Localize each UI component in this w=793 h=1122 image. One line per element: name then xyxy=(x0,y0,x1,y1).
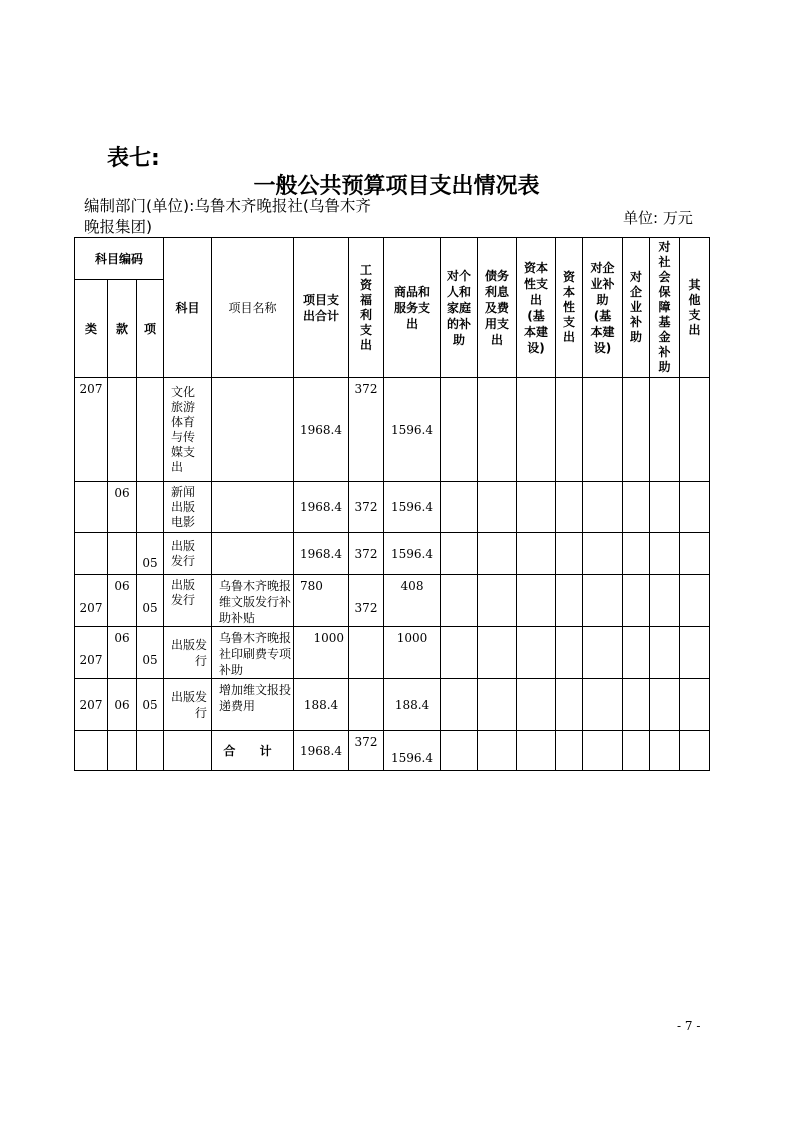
cell-goods: 1000 xyxy=(384,627,441,679)
table-row xyxy=(75,575,710,627)
cell-goods: 408 xyxy=(384,575,441,627)
cell-xiang xyxy=(137,378,164,482)
cell-project-name xyxy=(212,378,294,482)
cell-xiang xyxy=(137,482,164,533)
cell-subject: 文化旅游体育与传媒支出 xyxy=(164,378,212,482)
header-enterprise: 对企业补助 xyxy=(623,238,650,378)
cell-goods: 1596.4 xyxy=(384,378,441,482)
cell-project-name: 乌鲁木齐晚报维文版发行补助补贴 xyxy=(212,575,294,627)
total-goods: 1596.4 xyxy=(384,731,441,771)
total-label: 合 计 xyxy=(212,731,294,771)
department-label: 编制部门(单位):乌鲁木齐晚报社(乌鲁木齐晚报集团) xyxy=(84,197,371,236)
cell-xiang: 05 xyxy=(137,533,164,575)
cell-goods: 188.4 xyxy=(384,679,441,731)
cell-kuan xyxy=(108,533,137,575)
header-subject-code: 科目编码 xyxy=(75,238,164,280)
cell-total: 1000 xyxy=(294,627,349,679)
table-row xyxy=(75,679,710,731)
cell-kuan xyxy=(108,378,137,482)
cell-total: 1968.4 xyxy=(294,482,349,533)
cell-wages: 372 xyxy=(349,533,384,575)
cell-project-name xyxy=(212,482,294,533)
header-other: 其他支出 xyxy=(680,238,710,378)
cell-kuan: 06 xyxy=(108,482,137,533)
total-wages: 372 xyxy=(349,731,384,771)
cell-subject: 出版发行 xyxy=(164,575,212,627)
header-xiang: 项 xyxy=(137,280,164,378)
header-social-security: 对社会保障基金补助 xyxy=(650,238,680,378)
cell-total: 188.4 xyxy=(294,679,349,731)
table-label: 表七: xyxy=(107,146,160,171)
cell-total: 1968.4 xyxy=(294,533,349,575)
cell-capital xyxy=(556,378,583,482)
cell-debt xyxy=(478,378,517,482)
cell-enterprise-infra xyxy=(583,378,623,482)
cell-wages xyxy=(349,627,384,679)
cell-wages: 372 xyxy=(349,575,384,627)
cell-xiang: 05 xyxy=(137,575,164,627)
header-debt: 债务利息及费用支出 xyxy=(478,238,517,378)
cell-goods: 1596.4 xyxy=(384,533,441,575)
cell-subject: 出版发行 xyxy=(164,679,212,731)
header-subject: 科目 xyxy=(164,238,212,378)
header-lei: 类 xyxy=(75,280,108,378)
header-wages: 工资福利支出 xyxy=(349,238,384,378)
cell-subject: 新闻出版电影 xyxy=(164,482,212,533)
cell-xiang: 05 xyxy=(137,679,164,731)
cell-lei: 207 xyxy=(75,679,108,731)
cell-kuan: 06 xyxy=(108,575,137,627)
cell-other xyxy=(680,378,710,482)
cell-wages xyxy=(349,679,384,731)
table-row xyxy=(75,627,710,679)
cell-lei xyxy=(75,533,108,575)
cell-enterprise xyxy=(623,378,650,482)
cell-lei: 207 xyxy=(75,378,108,482)
cell-subject: 出版发行 xyxy=(164,533,212,575)
total-project: 1968.4 xyxy=(294,731,349,771)
cell-project-name xyxy=(212,533,294,575)
cell-project-name: 增加维文报投递费用 xyxy=(212,679,294,731)
header-project-total: 项目支出合计 xyxy=(294,238,349,378)
header-enterprise-infra: 对企业补助(基本建设) xyxy=(583,238,623,378)
cell-project-name: 乌鲁木齐晚报社印刷费专项补助 xyxy=(212,627,294,679)
cell-subject: 出版发行 xyxy=(164,627,212,679)
budget-table xyxy=(74,237,710,771)
cell-wages: 372 xyxy=(349,378,384,482)
table-row xyxy=(75,482,710,533)
header-project-name: 项目名称 xyxy=(212,238,294,378)
cell-lei xyxy=(75,482,108,533)
cell-goods: 1596.4 xyxy=(384,482,441,533)
table-row xyxy=(75,533,710,575)
header-individual: 对个人和家庭的补助 xyxy=(441,238,478,378)
header-kuan: 款 xyxy=(108,280,137,378)
cell-capital-infra xyxy=(517,378,556,482)
table-row xyxy=(75,378,710,482)
header-capital-infra: 资本性支出(基本建设) xyxy=(517,238,556,378)
cell-kuan: 06 xyxy=(108,679,137,731)
header-capital: 资本性支出 xyxy=(556,238,583,378)
cell-lei: 207 xyxy=(75,627,108,679)
page-number: - 7 - xyxy=(677,1019,701,1033)
cell-xiang: 05 xyxy=(137,627,164,679)
cell-wages: 372 xyxy=(349,482,384,533)
cell-total: 780 xyxy=(294,575,349,627)
total-row xyxy=(75,731,710,771)
cell-total: 1968.4 xyxy=(294,378,349,482)
cell-kuan: 06 xyxy=(108,627,137,679)
header-goods: 商品和服务支出 xyxy=(384,238,441,378)
cell-lei: 207 xyxy=(75,575,108,627)
unit-label: 单位: 万元 xyxy=(623,209,693,227)
document-title: 一般公共预算项目支出情况表 xyxy=(253,174,540,199)
cell-individual xyxy=(441,378,478,482)
cell-social-security xyxy=(650,378,680,482)
